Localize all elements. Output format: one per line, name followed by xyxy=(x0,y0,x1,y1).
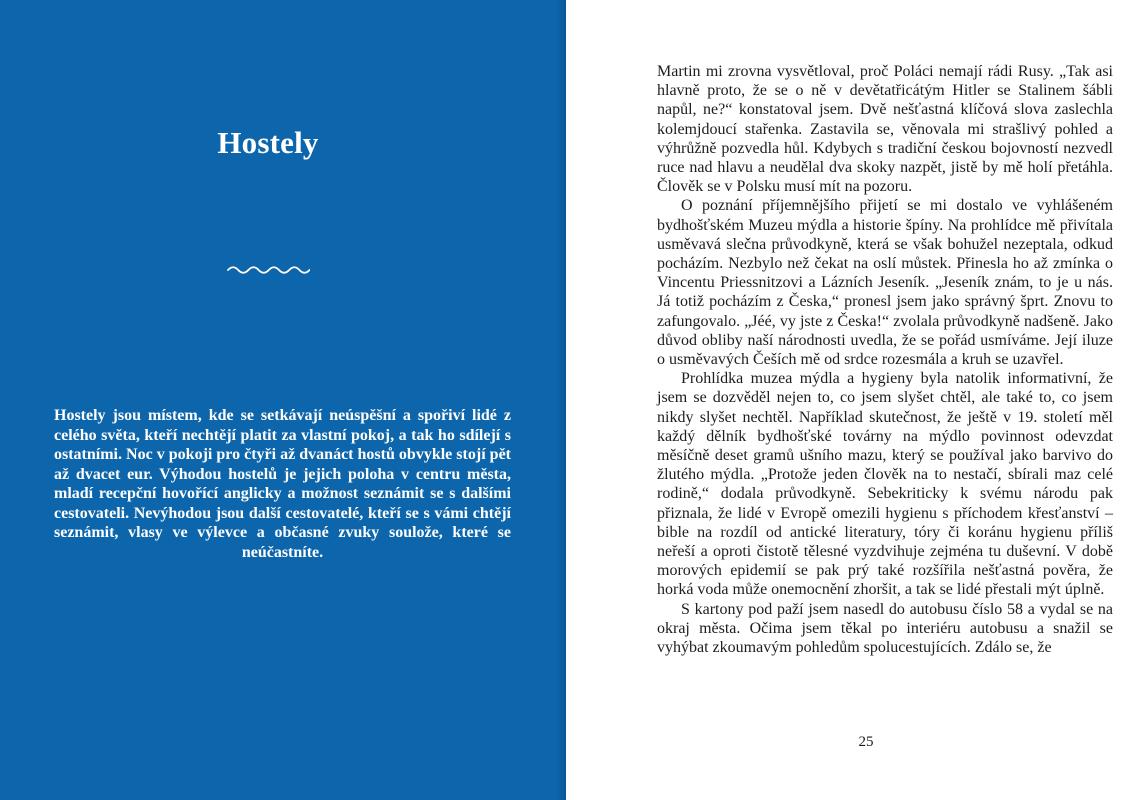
chapter-intro-paragraph: Hostely jsou místem, kde se setkávají neúspěšní a spořiví lidé z celého světa, kteří nechtějí platit za vlastní pokoj, a tak ho sdílejí s ostatními. Noc v pokoji pro čtyři až dvanáct hostů obvykle stojí pět až dvacet eur. Výhodou hostelů je jejich poloha v centru města, mladí recepční hovořící anglicky a možnost seznámit se s dalšími cestovateli. Nevýhodou jsou další cestovatelé, kteří se s vámi chtějí seznámit, vlasy ve výlevce a občasné zvuky soulože, které se neúčastníte. xyxy=(54,407,511,561)
body-text-column xyxy=(657,62,1113,657)
right-page xyxy=(566,0,1132,800)
page-number: 25 xyxy=(858,734,874,750)
body-paragraph: O poznání příjemnějšího přijetí se mi dostalo ve vyhlášeném bydhošťském Muzeu mýdla a historie špíny. Na prohlídce mě přivítala usměvavá slečna průvodkyně, která se však bohužel nezeptala, odkud pocházím. Nezbylo než čekat na oslí můstek. Přinesla ho až zmínka o Vincentu Priessnitzovi a Lázních Jeseník. „Jeseník znám, to je u nás. Já totiž pocházím z Česka,“ pronesl jsem jako správný šprt. Znovu to zafungovalo. „Jéé, vy jste z Česka!“ zvolala průvodkyně nadšeně. Jako důvod obliby naší národnosti uvedla, že se pořád usmíváme. Její iluze o usměvavých Češích mě od srdce rozesmála a kruh se uzavřel. xyxy=(657,197,1113,369)
chapter-title: Hostely xyxy=(217,125,319,160)
body-paragraph: S kartony pod paží jsem nasedl do autobusu číslo 58 a vydal se na okraj města. Očima jsem těkal po interiéru autobusu a snažil se vyhýbat zkoumavým pohledům spolucestujících. Zdálo se, že xyxy=(657,600,1113,657)
body-paragraph: Martin mi zrovna vysvětloval, proč Poláci nemají rádi Rusy. „Tak asi hlavně proto, že se o ně v devětatřicátým Hitler se Stalinem šábli napůl, ne?“ konstatoval jsem. Dvě nešťastná klíčová slova zaslechla kolemjdoucí stařenka. Zastavila se, věnovala mi strašlivý pohled a výhrůžně pozvedla hůl. Kdybych s tradiční českou bojovností nezvedl ruce nad hlavu a neudělal dva skoky nazpět, jistě by mě holí přetáhla. Člověk se v Polsku musí mít na pozoru. xyxy=(657,63,1113,196)
wave-ornament-icon xyxy=(226,263,310,275)
body-paragraph: Prohlídka muzea mýdla a hygieny byla natolik informativní, že jsem se dozvěděl nejen to, co jsem slyšet chtěl, ale také to, co jsem nikdy slyšet nechtěl. Například skutečnost, že ještě v 19. století měl každý dělník bydhošťské továrny na mýdlo povinnost odevzdat měsíčně deset gramů ušního mazu, který se používal jako barvivo do žlutého mýdla. „Protože jeden člověk na to nestačí, sbírali maz celé rodině,“ dodala průvodkyně. Sebekriticky k svému národu pak přiznala, že lidé v Evropě omezili hygienu s příchodem křesťanství – bible na rozdíl od antické literatury, tóry či koránu hygienu příliš neřeší a oproti čistotě tělesné vyzdvihuje zejména tu duševní. V době morových epidemií se pak prý také rozšířila nešťastná pověra, že horká voda může onemocnění zhoršit, a tak se lidé přestali mýt úplně. xyxy=(657,370,1113,599)
